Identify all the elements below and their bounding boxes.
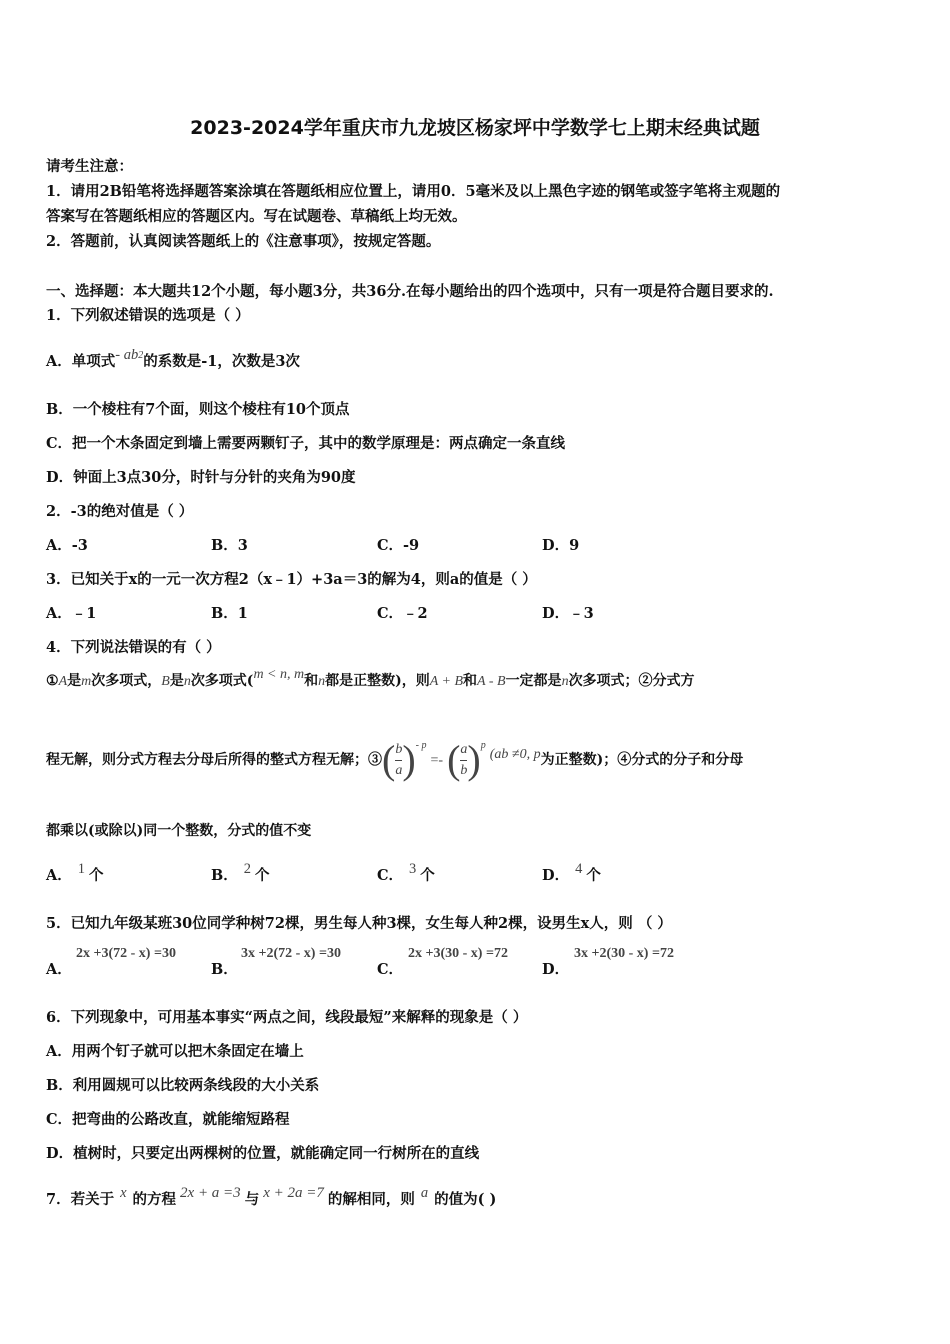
q5-option-d: D． — [542, 961, 570, 978]
q4-l2-text: 为正整数)；④分式的分子和分母 — [540, 752, 744, 768]
q4-condition: m < n, m — [253, 667, 305, 682]
q4-l1-text: 是 — [169, 673, 184, 689]
fraction-numerator: a — [460, 740, 467, 761]
q7-equation-1: 2x + a =3 — [180, 1185, 241, 1201]
q1-a-monomial: - ab — [115, 347, 139, 363]
q7-text: 与 — [244, 1191, 260, 1208]
q5-option-a: A． — [46, 961, 72, 978]
q4-var-n: n — [183, 674, 191, 689]
q6-option-d: D．植树时，只要定出两棵树的位置，就能确定同一行树所在的直线 — [46, 1145, 480, 1162]
q2-option-b: B．3 — [211, 537, 248, 554]
q5-option-a-equation: 2x +3(72 - x) =30 — [76, 946, 176, 961]
q4-condition-2: (ab ≠0, p — [489, 747, 541, 762]
q4-option-a — [46, 861, 104, 885]
paren-open: ( — [382, 737, 396, 782]
q1-option-a — [46, 347, 300, 371]
q7-var-a: a — [420, 1185, 429, 1201]
paren-close: ) — [402, 737, 416, 782]
option-label: D． — [542, 867, 570, 884]
q5-stem: 5．已知九年级某班30位同学种树72棵，男生每人种3棵，女生每人种2棵，设男生x人，则 （ ） — [46, 915, 672, 932]
option-unit: 个 — [420, 867, 435, 884]
option-unit: 个 — [89, 867, 104, 884]
notice-item-2: 2．答题前，认真阅读答题纸上的《注意事项》，按规定答题。 — [46, 233, 441, 250]
q6-option-a: A．用两个钉子就可以把木条固定在墙上 — [46, 1043, 304, 1060]
q2-stem: 2．-3的绝对值是（ ） — [46, 503, 194, 520]
q4-var-B: B — [161, 674, 170, 689]
q4-l1-text: 是 — [67, 673, 82, 689]
q4-l1-text: 次多项式；②分式方 — [568, 673, 695, 689]
q5-option-c-equation: 2x +3(30 - x) =72 — [408, 946, 508, 961]
notice-item-1-cont: 答案写在答题纸相应的答题区内。写在试题卷、草稿纸上均无效。 — [46, 208, 467, 225]
q5-option-d-equation: 3x +2(30 - x) =72 — [574, 946, 674, 961]
q7-var-x: x — [120, 1185, 127, 1201]
page-title: 2023-2024学年重庆市九龙坡区杨家坪中学数学七上期末经典试题 — [190, 117, 760, 139]
q4-l1-text: 和 — [463, 673, 478, 689]
q4-option-d — [542, 861, 601, 885]
option-number: 3 — [409, 861, 417, 877]
q1-stem: 1．下列叙述错误的选项是（ ） — [46, 307, 250, 324]
option-label: B． — [211, 867, 238, 884]
option-label: A． — [46, 867, 72, 884]
q4-statement-line-3: 都乘以(或除以)同一个整数，分式的值不变 — [46, 823, 312, 839]
q3-option-c: C．﹣2 — [377, 605, 428, 622]
q4-l1-text: 和 — [304, 673, 319, 689]
q5-option-b-equation: 3x +2(72 - x) =30 — [241, 946, 341, 961]
q4-l1-text: 都是正整数)，则 — [325, 673, 430, 689]
option-label: C． — [377, 867, 404, 884]
equals-neg: =- — [430, 753, 444, 768]
q6-option-b: B．利用圆规可以比较两条线段的大小关系 — [46, 1077, 320, 1094]
q2-option-d: D．9 — [542, 537, 580, 554]
q3-option-a: A．﹣1 — [46, 605, 97, 622]
option-number: 1 — [77, 861, 86, 877]
q5-option-c: C． — [377, 961, 404, 978]
q3-stem: 3．已知关于x的一元一次方程2（x﹣1）+3a＝3的解为4，则a的值是（ ） — [46, 571, 537, 588]
q4-l1-text: ① — [46, 673, 59, 689]
q3-option-b: B．1 — [211, 605, 248, 622]
q4-l1-text: 次多项式， — [91, 673, 162, 689]
q2-option-a: A．-3 — [46, 537, 88, 554]
q1-a-suffix: 的系数是-1，次数是3次 — [143, 353, 300, 370]
q3-option-d: D．﹣3 — [542, 605, 594, 622]
q1-a-exponent: 2 — [138, 350, 144, 361]
q4-option-b — [211, 861, 270, 885]
q7-equation-2: x + 2a =7 — [263, 1185, 324, 1201]
q6-option-c: C．把弯曲的公路改直，就能缩短路程 — [46, 1111, 290, 1128]
q4-option-c — [377, 861, 435, 885]
exponent-neg-p: - p — [415, 740, 427, 751]
q7-text: 的解相同，则 — [327, 1191, 415, 1208]
q4-statement-line-1 — [46, 667, 695, 690]
q1-a-prefix: A．单项式 — [46, 353, 116, 370]
section-heading: 一、选择题：本大题共12个小题，每小题3分，共36分.在每小题给出的四个选项中，只有一项是符合题目要求的. — [46, 283, 774, 300]
notice-heading: 请考生注意： — [46, 158, 133, 175]
q4-sum: A + B — [429, 674, 464, 689]
q7-stem — [46, 1185, 497, 1209]
q1-option-b: B．一个棱柱有7个面，则这个棱柱有10个顶点 — [46, 401, 350, 418]
option-unit: 个 — [255, 867, 270, 884]
q4-var-A: A — [58, 674, 68, 689]
q1-option-c: C．把一个木条固定到墙上需要两颗钉子，其中的数学原理是：两点确定一条直线 — [46, 435, 566, 452]
q4-l1-text: 一定都是 — [505, 673, 562, 689]
q4-l1-text: 次多项式( — [190, 673, 254, 689]
option-number: 2 — [243, 861, 252, 877]
q7-text: 的方程 — [132, 1191, 177, 1208]
q4-var-n: n — [561, 674, 569, 689]
fraction-numerator: b — [395, 740, 402, 761]
q5-option-b: B． — [211, 961, 238, 978]
fraction-denominator: a — [395, 762, 403, 778]
q7-text: 7．若关于 — [46, 1191, 115, 1208]
notice-item-1: 1．请用2B铅笔将选择题答案涂填在答题纸相应位置上，请用0．5毫米及以上黑色字迹的钢笔或签字笔将主观题的 — [46, 183, 781, 200]
q4-l2-text: 程无解，则分式方程去分母后所得的整式方程无解；③ — [46, 752, 382, 768]
q4-statement-line-2 — [46, 732, 743, 788]
option-unit: 个 — [586, 867, 601, 884]
exponent-p: p — [480, 740, 486, 751]
option-number: 4 — [575, 861, 583, 877]
q1-option-d: D．钟面上3点30分，时针与分针的夹角为90度 — [46, 469, 356, 486]
q4-var-n: n — [318, 674, 326, 689]
q4-var-m: m — [81, 674, 92, 689]
paren-close: ) — [467, 737, 481, 782]
fraction-denominator: b — [460, 762, 468, 778]
q6-stem: 6．下列现象中，可用基本事实“两点之间，线段最短”来解释的现象是（ ） — [46, 1009, 528, 1026]
q4-stem: 4．下列说法错误的有（ ） — [46, 639, 221, 656]
q7-text: 的值为( ) — [434, 1191, 497, 1208]
paren-open: ( — [447, 737, 461, 782]
q4-difference: A - B — [477, 674, 506, 689]
q2-option-c: C．-9 — [377, 537, 420, 554]
